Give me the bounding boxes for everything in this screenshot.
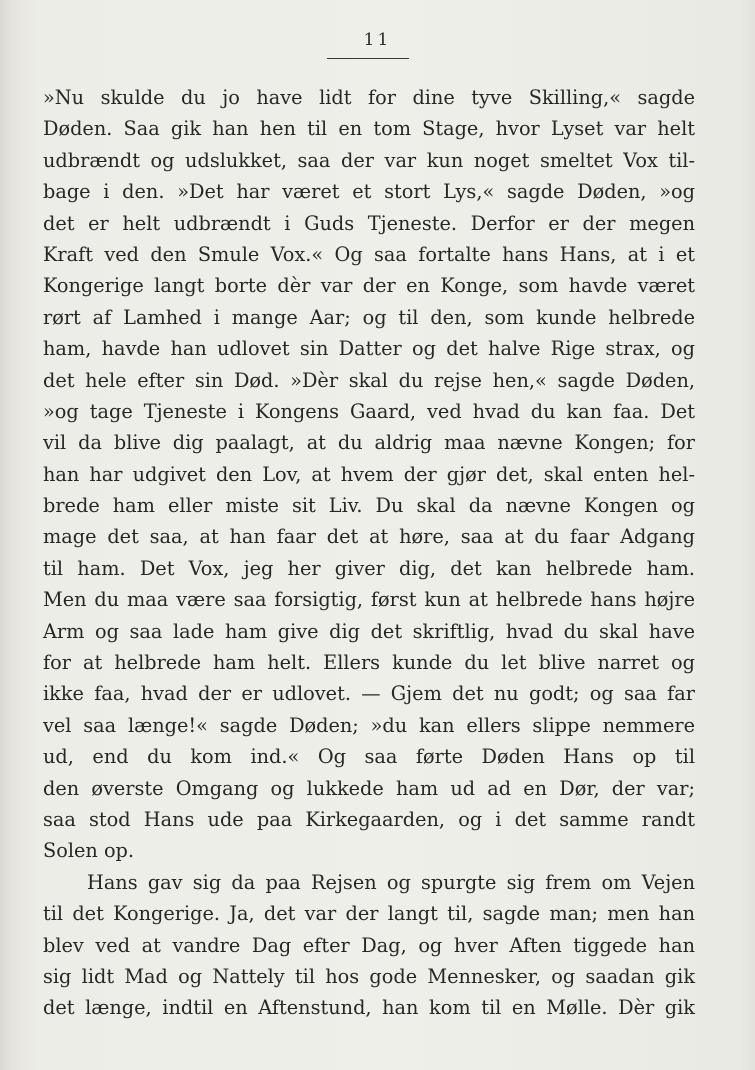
text-line: sig lidt Mad og Nattely til hos gode Mennesker, og saadan gik [43,964,695,988]
text-line: vel saa længe!« sagde Døden; »du kan ellers slippe nemmere [43,713,695,737]
text-line: den øverste Omgang og lukkede ham ud ad en Dør, der var; [43,776,695,800]
text-line: rørt af Lamhed i mange Aar; og til den, som kunde helbrede [43,305,695,329]
text-line: udbrændt og udslukket, saa der var kun noget smeltet Vox til- [43,148,695,172]
text-line: bage i den. »Det har været et stort Lys,« sagde Døden, »og [43,180,695,204]
text-line: ham, havde han udlovet sin Datter og det halve Rige strax, og [43,337,695,361]
text-line: Kongerige langt borte dèr var der en Konge, som havde været [43,274,695,298]
text-line-paragraph-start: Hans gav sig da paa Rejsen og spurgte sig frem om Vejen [87,870,695,894]
page-number: 11 [363,30,392,50]
text-line: det hele efter sin Død. »Dèr skal du rejse hen,« sagde Døden, [43,368,695,392]
text-line: saa stod Hans ude paa Kirkegaarden, og i det samme randt [43,807,695,831]
text-line: »Nu skulde du jo have lidt for dine tyve Skilling,« sagde [43,86,695,109]
text-line: det er helt udbrændt i Guds Tjeneste. Derfor er der megen [43,211,695,235]
text-line: Kraft ved den Smule Vox.« Og saa fortalte hans Hans, at i et [43,242,695,266]
text-line: til ham. Det Vox, jeg her giver dig, det kan helbrede ham. [43,556,695,580]
text-line: Arm og saa lade ham give dig det skriftlig, hvad du skal have [43,619,695,643]
text-line: »og tage Tjeneste i Kongens Gaard, ved hvad du kan faa. Det [43,399,695,423]
text-line: til det Kongerige. Ja, det var der langt til, sagde man; men han [43,902,695,926]
text-line: brede ham eller miste sit Liv. Du skal da nævne Kongen og [43,494,695,518]
text-line-paragraph-end: Solen op. [43,839,135,863]
text-line: for at helbrede ham helt. Ellers kunde du let blive narret og [43,651,695,675]
text-line: Men du maa være saa forsigtig, først kun at helbrede hans højre [43,588,695,612]
body-text [43,82,695,1024]
text-line: det længe, indtil en Aftenstund, han kom til en Mølle. Dèr gik [43,996,695,1020]
page-number-rule [327,58,409,59]
text-line: ikke faa, hvad der er udlovet. — Gjem det nu godt; og saa far [43,682,695,706]
text-line: vil da blive dig paalagt, at du aldrig maa nævne Kongen; for [43,431,695,455]
text-line: blev ved at vandre Dag efter Dag, og hver Aften tiggede han [43,933,695,957]
text-line: mage det saa, at han faar det at høre, saa at du faar Adgang [43,525,695,549]
text-line: Døden. Saa gik han hen til en tom Stage, hvor Lyset var helt [43,117,695,141]
text-line: ud, end du kom ind.« Og saa førte Døden Hans op til [43,745,695,769]
text-line: han har udgivet den Lov, at hvem der gjør det, skal enten hel- [43,462,695,486]
